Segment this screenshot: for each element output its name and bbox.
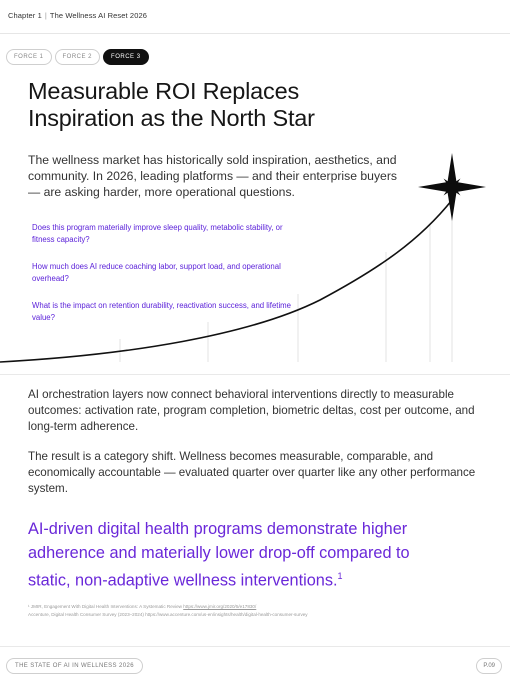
references	[28, 603, 498, 619]
tab-force-1[interactable]: FORCE 1	[6, 49, 52, 65]
top-bar	[0, 0, 510, 34]
page-number: P.09	[476, 658, 502, 674]
question-item: What is the impact on retention durability, reactivation success, and lifetime value?	[32, 301, 292, 322]
breadcrumb	[8, 11, 147, 20]
reference-1-link[interactable]: https://www.jmir.org/2020/5/e17830/	[183, 604, 257, 609]
body-paragraph-orchestration: AI orchestration layers now connect behavioral interventions directly to measurable outcomes: activation rate, program completion, biometric deltas, cost per outcome, and long-term adherence.	[28, 388, 475, 433]
page-title-line-1: Measurable ROI Replaces	[28, 78, 299, 104]
force-tabs	[6, 49, 149, 65]
reference-1-text: ¹ JMIR, Engagement With Digital Health Interventions: A Systematic Review	[28, 604, 184, 609]
tab-force-2[interactable]: FORCE 2	[55, 49, 101, 65]
reference-2[interactable]: Accenture, Digital Health Consumer Survey (2023–2024) https://www.accenture.com/us-en/insights/health/digital-health-consumer-survey	[28, 612, 308, 617]
breadcrumb-section: The Wellness AI Reset 2026	[49, 11, 148, 20]
footnote-marker: 1	[337, 571, 343, 581]
page-title-line-2: Inspiration as the North Star	[28, 105, 315, 131]
breadcrumb-chapter: Chapter 1	[8, 11, 42, 20]
publication-badge: THE STATE OF AI IN WELLNESS 2026	[6, 658, 143, 674]
question-item: Does this program materially improve sleep quality, metabolic stability, or fitness capacity?	[32, 223, 283, 244]
intro-paragraph: The wellness market has historically sold inspiration, aesthetics, and community. In 2026, leading platforms — and their enterprise buyers — are asking harder, more operational questions.	[28, 153, 397, 199]
north-star-icon	[418, 153, 486, 221]
reference-1	[28, 603, 498, 611]
highlight-statement	[28, 518, 448, 593]
highlight-text: AI-driven digital health programs demonstrate higher adherence and materially lower drop-off compared to static, non-adaptive wellness interventions.	[28, 520, 410, 590]
footer-divider	[0, 646, 510, 647]
section-divider	[0, 374, 510, 375]
question-item: How much does AI reduce coaching labor, support load, and operational overhead?	[32, 262, 281, 283]
page-title	[28, 78, 448, 132]
breadcrumb-separator: |	[44, 11, 47, 20]
body-paragraph-category-shift: The result is a category shift. Wellness becomes measurable, comparable, and economically accountable — evaluated quarter over quarter like any other performance system.	[28, 450, 476, 495]
tab-force-3[interactable]: FORCE 3	[103, 49, 149, 65]
question-list	[32, 222, 292, 339]
